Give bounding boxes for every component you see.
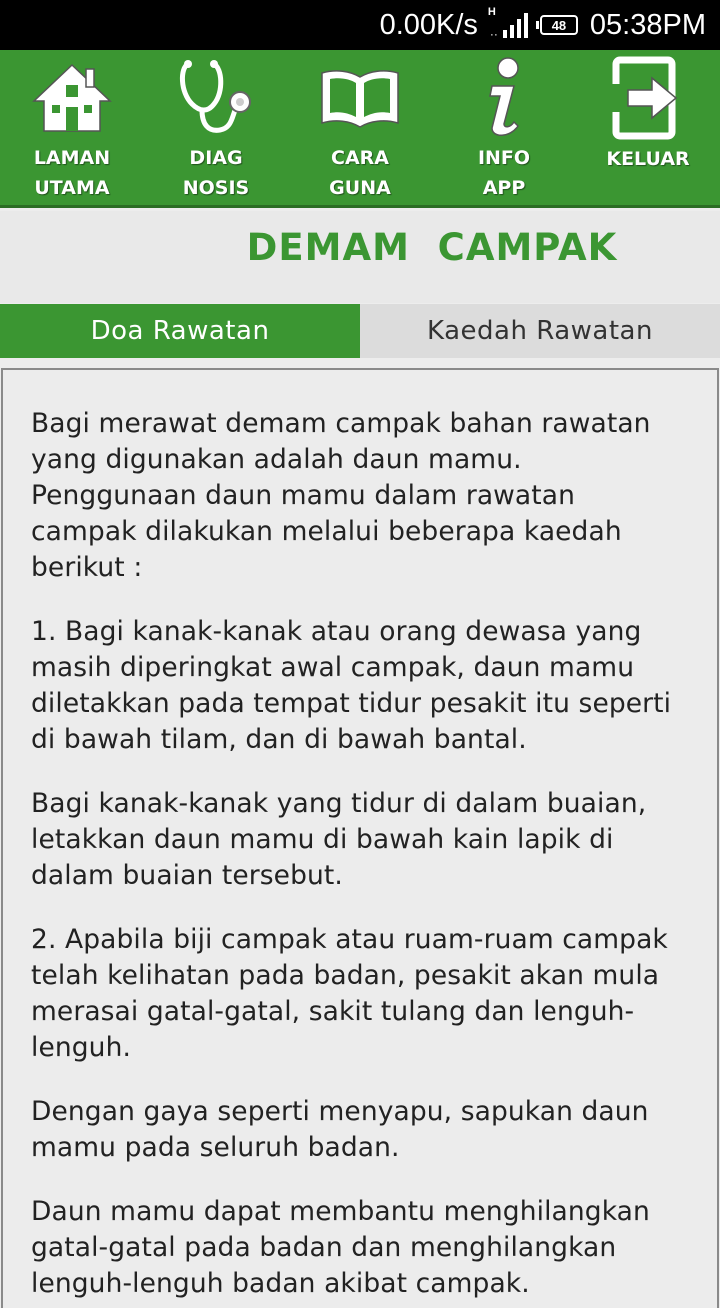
nav-guide-label-2: GUNA [329, 177, 391, 199]
tab-bar [0, 304, 720, 358]
status-bar [0, 0, 720, 50]
nav-guide-label-1: CARA [331, 147, 389, 169]
tab-doa-rawatan[interactable]: Doa Rawatan [0, 304, 360, 358]
exit-icon [598, 54, 698, 142]
top-navigation [0, 50, 720, 208]
paragraph-intro: Bagi merawat demam campak bahan rawatan yang digunakan adalah daun mamu. Penggunaan daun mamu dalam rawatan campak dilakukan melalui beberapa kaedah berikut : [31, 408, 651, 583]
nav-exit-label: KELUAR [606, 148, 690, 170]
paragraph-step-1: 1. Bagi kanak-kanak atau orang dewasa yang masih diperingkat awal campak, daun mamu diletakkan pada tempat tidur pesakit itu seperti di bawah tilam, dan di bawah bantal. [31, 616, 672, 755]
nav-info-label-2: APP [482, 177, 526, 199]
paragraph-cradle: Bagi kanak-kanak yang tidur di dalam buaian, letakkan daun mamu di bawah kain lapik di dalam buaian tersebut. [31, 788, 647, 891]
nav-home-label-2: UTAMA [34, 177, 110, 199]
home-icon [22, 54, 122, 141]
nav-diagnosis-button[interactable] [144, 50, 288, 205]
nav-home-label-1: LAMAN [33, 147, 111, 169]
paragraph-step-2: 2. Apabila biji campak atau ruam-ruam campak telah kelihatan pada badan, pesakit akan mula merasai gatal-gatal, sakit tulang dan lenguh-lenguh. [31, 924, 668, 1063]
signal-icon: H ·· [490, 12, 528, 38]
network-speed: 0.00K/s [379, 8, 478, 41]
stethoscope-icon [166, 54, 266, 141]
nav-diagnosis-label-2: NOSIS [182, 177, 250, 199]
paragraph-sweep: Dengan gaya seperti menyapu, sapukan daun mamu pada seluruh badan. [31, 1096, 649, 1163]
content-panel[interactable] [1, 368, 719, 1308]
info-icon [454, 54, 554, 141]
nav-info-button[interactable] [432, 50, 576, 205]
page-title: DEMAM CAMPAK [246, 226, 618, 269]
nav-exit-button[interactable] [576, 50, 720, 205]
tab-kaedah-rawatan[interactable]: Kaedah Rawatan [360, 304, 720, 358]
book-icon [310, 54, 410, 141]
clock: 05:38PM [589, 8, 706, 41]
nav-home-button[interactable] [0, 50, 144, 205]
battery-level: 48 [551, 17, 567, 33]
nav-guide-button[interactable] [288, 50, 432, 205]
battery-icon [540, 15, 578, 35]
nav-diagnosis-label-1: DIAG [189, 147, 243, 169]
paragraph-benefit: Daun mamu dapat membantu menghilangkan gatal-gatal pada badan dan menghilangkan lenguh-lenguh badan akibat campak. [31, 1196, 650, 1299]
nav-info-label-1: INFO [477, 147, 531, 169]
signal-type: H [487, 6, 496, 18]
